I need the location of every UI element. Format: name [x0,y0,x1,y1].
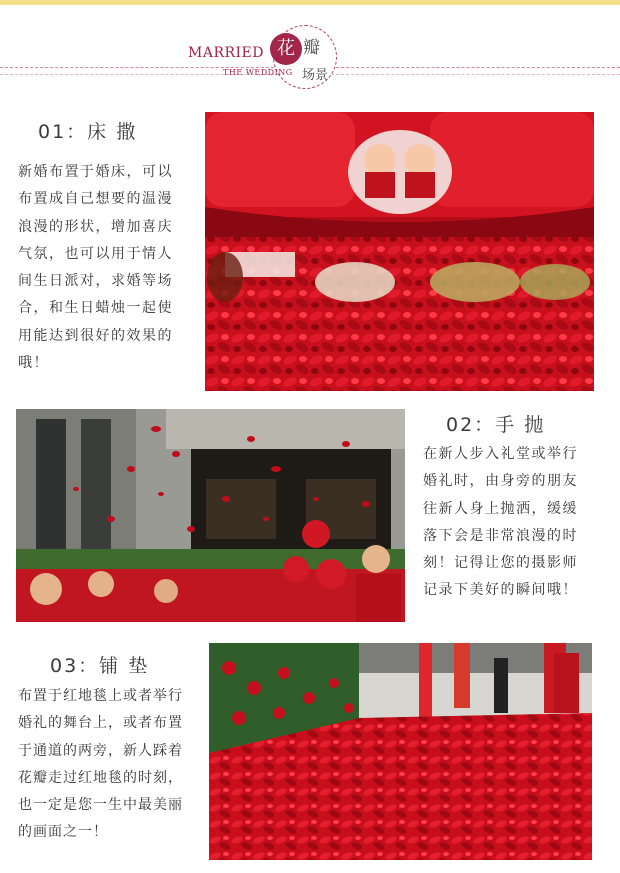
text-line: 布置成自己想要的温漫 [18,191,173,208]
text-line: 记录下美好的瞬间哦！ [423,582,578,599]
section-title-hand: 02：手 抛 [446,414,546,436]
logo-the-wedding-text: THE WEDDING [223,68,293,77]
section-text-hand [423,441,618,605]
section-text-bed [18,159,193,377]
text-line: 新婚布置于婚床，可以 [18,164,173,180]
text-line: 在新人步入礼堂或举行 [423,446,578,462]
text-line: 布置于红地毯上或者举行 [18,688,183,704]
text-line: 婚礼时，由身旁的朋友 [423,473,578,490]
header-logo [185,25,355,87]
rose-petal-bed-photo [205,112,594,391]
logo-ban-char: 瓣 [303,38,320,58]
text-line: 也一定是您一生中最美丽 [18,797,183,814]
section-title-bed: 01：床 撒 [38,121,138,143]
section-title-pave: 03：铺 垫 [50,655,150,677]
text-line: 刻！记得让您的摄影师 [423,555,578,572]
text-line: 用能达到很好的效果的 [18,327,173,344]
text-line: 气氛，也可以用于情人 [18,245,173,262]
red-carpet-petals-photo [209,643,592,860]
logo-married-text: MARRIED [188,45,265,61]
text-line: 哦！ [18,355,49,372]
logo-hua-badge: 花 [270,33,302,65]
text-line: 婚礼的舞台上，或者布置 [18,715,183,732]
petal-toss-crowd-photo [16,409,405,622]
text-line: 的画面之一！ [18,824,108,841]
text-line: 间生日派对，求婚等场 [18,273,173,290]
section-text-pave [18,683,208,847]
text-line: 浪漫的形状，增加喜庆 [18,218,173,235]
text-line: 于通道的两旁，新人踩着 [18,742,183,759]
logo-changjing-text: 场景 [302,68,329,83]
text-line: 落下会是非常浪漫的时 [423,527,578,544]
text-line: 合，和生日蜡烛一起使 [18,300,173,317]
text-line: 花瓣走过红地毯的时刻， [18,769,183,786]
top-accent-bar [0,0,620,5]
text-line: 往新人身上抛洒，缓缓 [423,500,578,517]
